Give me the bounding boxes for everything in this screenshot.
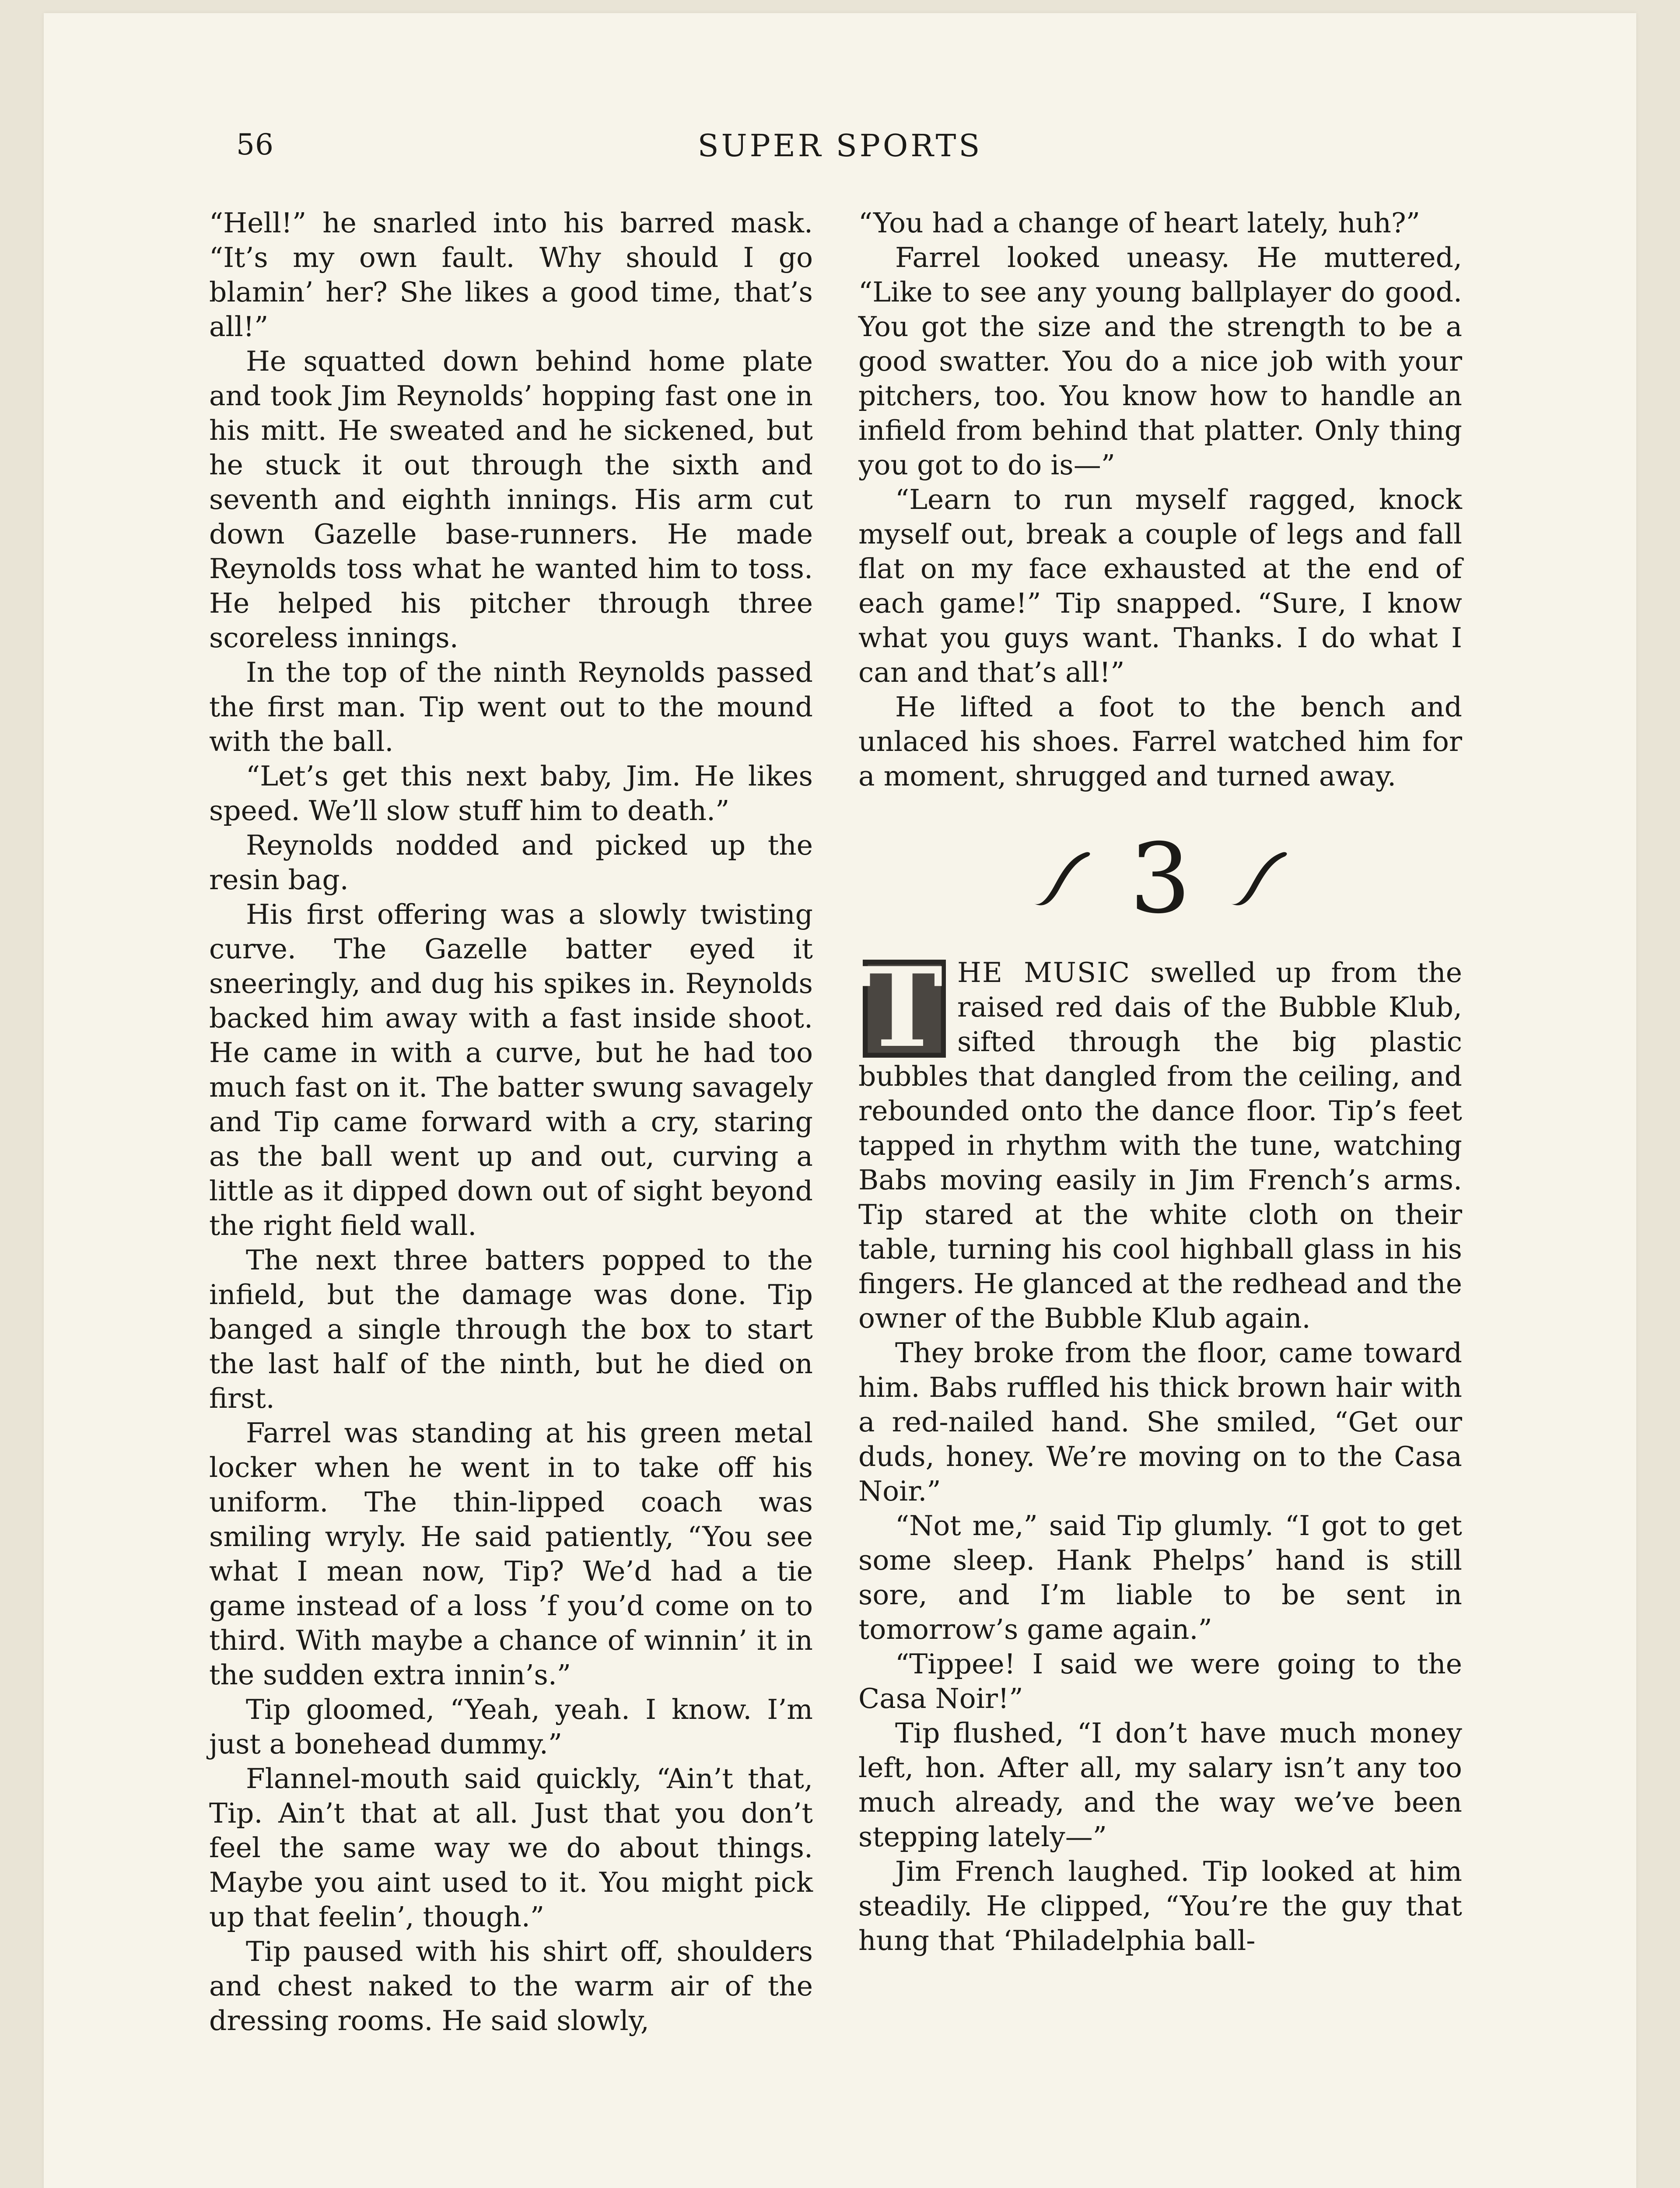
paragraph: “Tippee! I said we were going to the Casa Noir!” xyxy=(858,1648,1462,1715)
left-column xyxy=(209,206,813,2038)
paragraph: “Not me,” said Tip glumly. “I got to get some sleep. Hank Phelps’ hand is still sore, and I’m liable to be sent in tomorrow’s game again.” xyxy=(858,1510,1462,1645)
paragraph: Tip paused with his shirt off, shoulders and chest naked to the warm air of the dressing rooms. He said slowly, xyxy=(209,1936,813,2037)
paragraph-continued: “You had a change of heart lately, huh?” xyxy=(858,207,1420,239)
paragraph: His first offering was a slowly twisting curve. The Gazelle batter eyed it sneeringly, and dug his spikes in. Reynolds backed him away with a fast inside shoot. He came in with a curve, but he had too much fast on it. The batter swung savagely and Tip came forward with a cry, staring as the ball went up and out, curving a little as it dipped down out of sight beyond the right field wall. xyxy=(209,898,813,1241)
paragraph: Flannel-mouth said quickly, “Ain’t that, Tip. Ain’t that at all. Just that you don’t feel the same way we do about things. Maybe you aint used to it. You might pick up that feelin’, though.” xyxy=(209,1763,813,1933)
paragraph: Tip gloomed, “Yeah, yeah. I know. I’m just a bonehead dummy.” xyxy=(209,1694,813,1760)
drop-cap-letter: T xyxy=(861,943,943,1072)
paragraph: They broke from the floor, came toward him. Babs ruffled his thick brown hair with a red-nailed hand. She smiled, “Get our duds, honey. We’re moving on to the Casa Noir.” xyxy=(858,1337,1462,1507)
paragraph: Reynolds nodded and picked up the resin bag. xyxy=(209,829,813,896)
paragraph: “Learn to run myself ragged, knock myself out, break a couple of legs and fall flat on my face exhausted at the end of each game!” Tip snapped. “Sure, I know what you guys want. Thanks. I do what I can and that’s all!” xyxy=(858,484,1462,688)
paragraph: He lifted a foot to the bench and unlaced his shoes. Farrel watched him for a moment, shrugged and turned away. xyxy=(858,691,1462,792)
lead-caps: HE MUSIC xyxy=(957,957,1131,989)
paragraph: The next three batters popped to the infield, but the damage was done. Tip banged a single through the box to start the last half of the ninth, but he died on first. xyxy=(209,1244,813,1414)
running-head: SUPER SPORTS xyxy=(697,128,983,164)
magazine-page xyxy=(44,13,1636,2188)
swash-ornament-icon xyxy=(1226,846,1292,912)
paragraph: He squatted down behind home plate and took Jim Reynolds’ hopping fast one in his mitt. He sweated and he sickened, but he stuck it out through the sixth and seventh and eighth innings. His arm cut down Gazelle base-runners. He made Reynolds toss what he wanted him to toss. He helped his pitcher through three scoreless innings. xyxy=(209,345,813,654)
page-number: 56 xyxy=(236,128,274,161)
chapter-heading xyxy=(858,823,1462,935)
paragraph: “Let’s get this next baby, Jim. He likes speed. We’ll slow stuff him to death.” xyxy=(209,760,813,827)
paragraph: Farrel looked uneasy. He muttered, “Like to see any young ballplayer do good. You got the size and the strength to be a good swatter. You do a nice job with your pitchers, too. You know how to handle an infield from behind that platter. Only thing you got to do is—” xyxy=(858,242,1462,481)
chapter-opening-text: swelled up from the raised red dais of the Bubble Klub, sifted through the big plastic bubbles that dangled from the ceiling, and rebounded onto the dance floor. Tip’s feet tapped in rhythm with the tune, watching Babs moving easily in Jim French’s arms. Tip stared at the white cloth on their table, turning his cool highball glass in his fingers. He glanced at the redhead and the owner of the Bubble Klub again. xyxy=(858,957,1463,1334)
chapter-number: 3 xyxy=(1130,823,1191,935)
drop-cap xyxy=(854,943,950,1072)
paragraph: Farrel was standing at his green metal locker when he went in to take off his uniform. The thin-lipped coach was smiling wryly. He said patiently, “You see what I mean now, Tip? We’d had a tie game instead of a loss ’f you’d come on to third. With maybe a chance of winnin’ it in the sudden extra innin’s.” xyxy=(209,1417,813,1691)
right-column xyxy=(858,206,1462,1958)
paragraph: Tip flushed, “I don’t have much money left, hon. After all, my salary isn’t any too much already, and the way we’ve been stepping lately—” xyxy=(858,1717,1462,1853)
paragraph: In the top of the ninth Reynolds passed the first man. Tip went out to the mound with the ball. xyxy=(209,656,813,757)
paragraph: Jim French laughed. Tip looked at him steadily. He clipped, “You’re the guy that hung that ‘Philadelphia ball- xyxy=(858,1855,1462,1957)
paragraph: “Hell!” he snarled into his barred mask. “It’s my own fault. Why should I go blamin’ her? She likes a good time, that’s all!” xyxy=(209,207,813,343)
swash-ornament-icon xyxy=(1029,846,1095,912)
chapter-opening-paragraph xyxy=(858,943,1463,1336)
